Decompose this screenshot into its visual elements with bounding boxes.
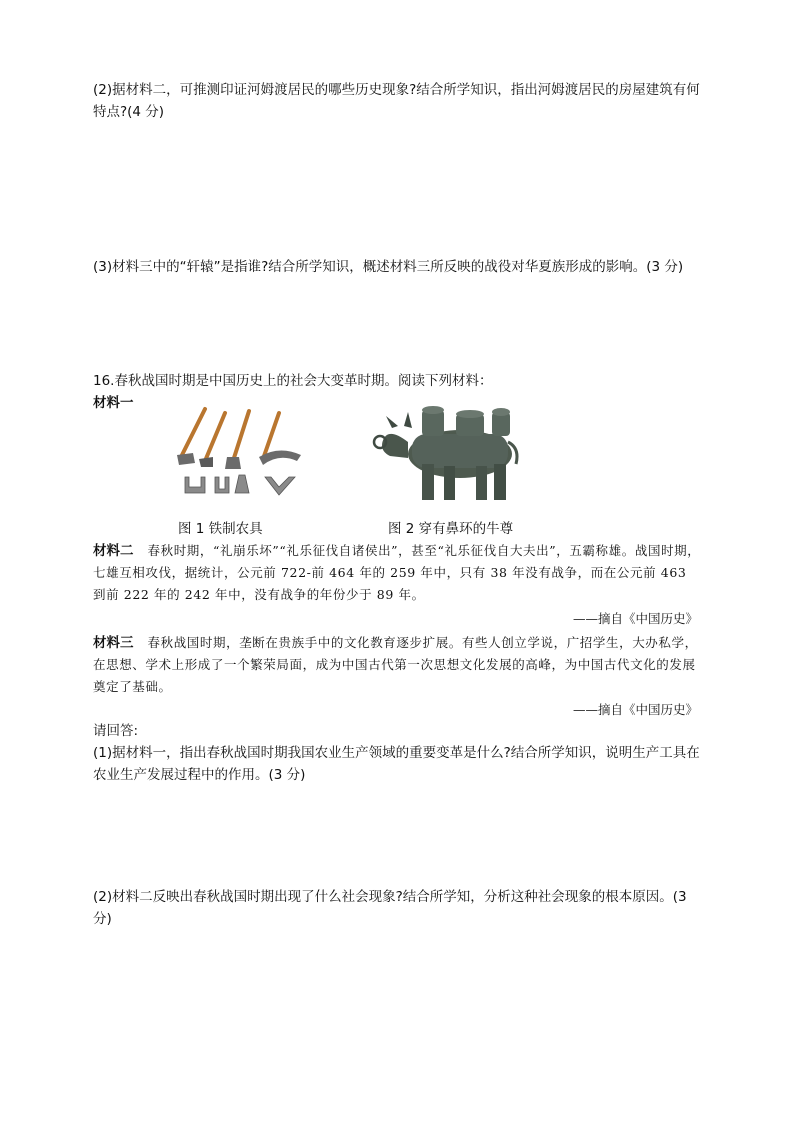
question-16-1: (1)据材料一，指出春秋战国时期我国农业生产领域的重要变革是什么?结合所学知识，说明生产工具在农业生产发展过程中的作用。(3 分) xyxy=(93,745,700,783)
question-16-2: (2)材料二反映出春秋战国时期出现了什么社会现象?结合所学知，分析这种社会现象的根本原因。(3 分) xyxy=(93,889,687,927)
material-3-source: ——摘自《中国历史》 xyxy=(572,702,698,717)
tool-hoe-2 xyxy=(199,413,225,467)
question-16-title: 16.春秋战国时期是中国历史上的社会大变革时期。阅读下列材料： xyxy=(93,373,493,389)
material-3 xyxy=(93,632,703,698)
question-15-2: (2)据材料二，可推测印证河姆渡居民的哪些历史现象?结合所学知识，指出河姆渡居民的房屋建筑有何特点?(4 分) xyxy=(93,82,700,120)
bronze-ox-zun-figure xyxy=(368,398,528,510)
tool-sickle xyxy=(259,413,301,465)
answer-prompt: 请回答: xyxy=(93,723,139,739)
material-2-label: 材料二 xyxy=(93,543,134,559)
figure-1-caption: 图 1 铁制农具 xyxy=(178,521,263,537)
tool-heads-row xyxy=(185,475,295,495)
tool-hoe-1 xyxy=(177,409,205,465)
question-15-3: (3)材料三中的“轩辕”是指谁?结合所学知识，概述材料三所反映的战役对华夏族形成的影响。(3 分) xyxy=(93,259,684,275)
tool-spade xyxy=(225,411,249,469)
material-3-text: 春秋战国时期，垄断在贵族手中的文化教育逐步扩展。有些人创立学说，广招学生，大办私学，在思想、学术上形成了一个繁荣局面，成为中国古代第一次思想文化发展的高峰，为中国古代文化的发展奠定了基础。 xyxy=(93,635,698,694)
iron-farm-tools-figure xyxy=(175,405,315,501)
material-1-label: 材料一 xyxy=(93,395,134,411)
figure-2-caption: 图 2 穿有鼻环的牛尊 xyxy=(388,521,514,537)
material-2-text: 春秋时期，“礼崩乐坏”“礼乐征伐自诸侯出”，甚至“礼乐征伐自大夫出”，五霸称雄。战国时期，七雄互相攻伐，据统计，公元前 722-前 464 年的 259 年中，只有 38 年没有战争，而在公元前 463 到前 222 年的 242 年中，没有战争的年份少于 89 年。 xyxy=(93,543,701,602)
material-3-label: 材料三 xyxy=(93,635,134,651)
material-2 xyxy=(93,540,703,606)
material-2-source: ——摘自《中国历史》 xyxy=(572,611,698,626)
